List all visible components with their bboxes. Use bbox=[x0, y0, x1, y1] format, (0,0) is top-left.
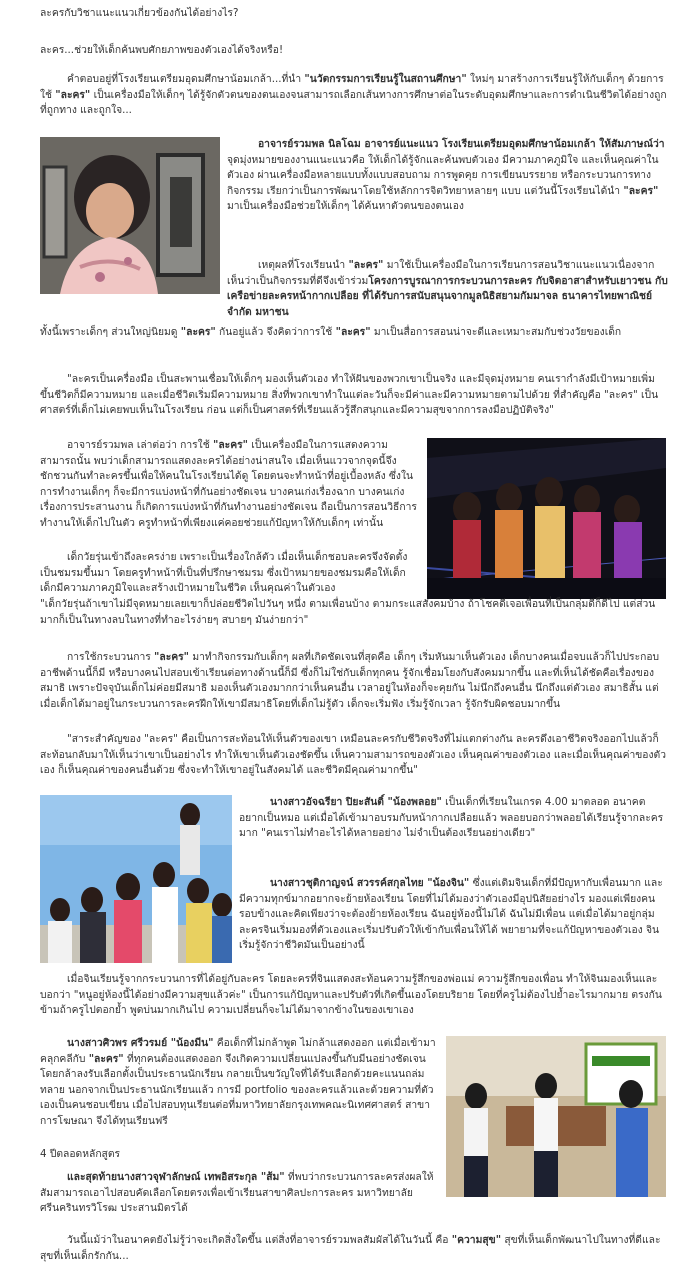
intro-text: เป็นเครื่องมือให้เด็กๆ ได้รู้จักตัวตนของตนเองจนสามารถเลือกเส้นทางการศึกษาต่อในระดับอุดมศึกษาและการดำเนินชีวิตได้อย่างถูกที่ถูกทาง และถูกใจ... bbox=[40, 88, 667, 116]
question-1: ละครกับวิชาแนะแนวเกี่ยวข้องกันได้อย่างไร? bbox=[40, 7, 239, 19]
classroom-students-photo bbox=[446, 1036, 666, 1197]
jin-paragraph bbox=[239, 876, 669, 954]
teacher-text: จุดมุ่งหมายของงานแนะแนวคือ ให้เด็กได้รู้จักและค้นพบตัวเอง มีความภาคภูมิใจ และเห็นคุณค่าในตัวเอง ผ่านเครื่องมือหลายแบบทั้งแบบสอบถาม การพูดคุย การเขียนบรรยาย หรือกระบวนการทางกิจกรรม เรียกว่าเป็นการพัฒนาโดยใช้หลักการจิตวิทยาหลายๆ แบบ แต่วันนี้โรงเรียนได้นำ bbox=[227, 153, 659, 197]
intro-paragraph bbox=[40, 72, 668, 119]
student-name-ploy: นางสาวอัจฉรียา ปิยะสันติ์ "น้องพลอย" bbox=[270, 796, 442, 808]
drama-performance-photo bbox=[427, 438, 666, 599]
express-paragraph bbox=[40, 438, 420, 531]
teacher-name: อาจารย์รวมพล นิลโฉม อาจารย์แนะแนว โรงเรียนเตรียมอุดมศึกษาน้อมเกล้า ให้สัมภาษณ์ว่า bbox=[258, 138, 665, 150]
reason-text: มาใช้เป็นเครื่องมือในการเรียนการสอนวิชาแนะแนวเนื่องจากเห็นว่าเป็นกิจกรรมที่ดีจึงเข้าร่วม bbox=[227, 259, 655, 287]
intro-text: คำตอบอยู่ที่โรงเรียนเตรียมอุดมศึกษาน้อมเกล้า...ที่นำ bbox=[67, 73, 305, 85]
innovation-term: "นวัตกรรมการเรียนรู้ในสถานศึกษา" bbox=[304, 73, 467, 85]
teen-paragraph: เด็กวัยรุ่นเข้าถึงละครง่าย เพราะเป็นเรื่องใกล้ตัว เมื่อเห็นเด็กชอบละครจึงจัดตั้งเป็นชมรมขึ้นมา โดยครูทำหน้าที่เป็นที่ปรึกษาชมรม ซึ่งเป้าหมายของชมรมคือให้เด็กเด็กมีความภาคภูมิใจและสร้างเป้าหมายในชีวิต เห็นคุณค่าในตัวเอง bbox=[40, 551, 408, 594]
drama-term: "ละคร" bbox=[623, 184, 659, 197]
som-text: ที่พบว่ากระบวนการละครส่งผลให้สัมสามารถเอาไปสอบคัดเลือกโดยตรงเพื่อเข้าเรียนสาขาศิลปะการละคร มหาวิทยาลัยศรีนครินทรวิโรฒ ประสานมิตรได้ bbox=[40, 1171, 434, 1214]
reason-text: กันอยู่แล้ว จึงคิดว่าการใช้ bbox=[215, 326, 336, 338]
teacher-portrait-photo bbox=[40, 137, 220, 294]
quote-paragraph-1: "ละครเป็นเครื่องมือ เป็นสะพานเชื่อมให้เด็กๆ มองเห็นตัวเอง ทำให้ฝันของพวกเขาเป็นจริง และมีจุดมุ่งหมาย คนเรากำลังมีเป้าหมายเพิ่มขึ้นชีวิตก็มีความหมาย และเมื่อชีวิตเริ่มมีความหมาย สิ่งที่พวกเขาทำในแต่ละวันก็จะมีค่าและมีความหมายตามไปด้วย ที่สำคัญคือ "ละคร" เป็นศาสตร์ที่เด็กไม่เคยพบเห็นในโรงเรียน ก่อน แต่ก็เป็นศาสตร์ที่เรียนแล้วรู้สึกสนุกและมีความสุขจากการลงมือปฏิบัติจริง" bbox=[40, 373, 659, 416]
ploy-text: เป็นเด็กที่เรียนในเกรด 4.00 มาตลอด อนาคตอยากเป็นหมอ แต่เมื่อได้เข้ามาอบรมกับหน้ากากเปลือยแล้ว พลอยบอกว่าพลอยได้เรียนรู้จากละครมาก "คนเราไม่ทำอะไรได้หลายอย่าง ไม่จำเป็นต้องเรียนอย่างเดียว" bbox=[239, 796, 664, 839]
drama-term: "ละคร" bbox=[212, 439, 248, 451]
closing-paragraph bbox=[40, 1233, 668, 1264]
express-text: อาจารย์รวมพล เล่าต่อว่า การใช้ bbox=[67, 439, 213, 451]
drama-term: "ละคร" bbox=[154, 651, 190, 663]
jin-paragraph-2: เมื่อจินเรียนรู้จากกระบวนการที่ได้อยู่กับละคร โดยละครที่จินแสดงสะท้อนความรู้สึกของพ่อแม่ ความรู้สึกของเพื่อน ทำให้จินมองเห็นและบอกว่า "หนูอยู่ห้องนี้ได้อย่างมีความสุขแล้วค่ะ" เป็นการแก้ปัญหาและปรับตัวที่เกิดขึ้นเองโดยบริยาย โดยที่ครูไม่ต้องไปย้ำอะไรมากมาย ตรงกันข้ามถ้าครูไปตอกย้ำ พูดบ่นมากเกินไป ความเปลี่ยนก็จะไม่ได้มาจากข้างในของเขาเอง bbox=[40, 973, 662, 1016]
drama-term: "ละคร" bbox=[88, 1052, 124, 1065]
student-name-jin: นางสาวชุติกาญจน์ สวรรค์สกุลไทย "น้องจิน" bbox=[270, 877, 470, 889]
express-text: เป็นเครื่องมือในการแสดงความสามารถนั้น พบว่าเด็กสามารถแสดงละครได้อย่างน่าสนใจ เมื่อเห็นแววจากจุดนี้จึงชักชวนกันทำละครขึ้นเพื่อให้คนในโรงเรียนได้ดู โดยตนจะทำหน้าที่อยู่เบื้องหลัง ซึ่งในการทำงานเด็กๆ ก็จะมีการแบ่งหน้าที่กันอย่างชัดเจน บางคนเก่งเรื่องฉาก บางคนเก่งเรื่องการประสานงาน ก็เกิดการแบ่งหน้าที่กันทำงานอย่างชัดเจน ถือเป็นการสอนวิธีการทำงานให้เด็กไปในตัว ครูทำหน้าที่เพียงแค่คอยช่วยแก้ปัญหาให้กับเด็กๆ เท่านั้น bbox=[40, 439, 417, 529]
teacher-text: มาเป็นเครื่องมือช่วยให้เด็กๆ ได้ค้นหาตัวตนของตนเอง bbox=[227, 200, 464, 212]
closing-text: วันนี้แม้ว่าในอนาคตยังไม่รู้ว่าจะเกิดสิ่งใดขึ้น แต่สิ่งที่อาจารย์รวมพลสัมผัสได้ในวันนี้ คือ bbox=[67, 1234, 452, 1246]
intro-text: ใหม่ๆ มาสร้างการเรียนรู้ให้กับเด็กๆ ด้วยการใช้ bbox=[40, 73, 664, 101]
quote-paragraph-2: "สาระสำคัญของ "ละคร" คือเป็นการสะท้อนให้เห็นตัวของเขา เหมือนละครกับชีวิตจริงที่ไม่แตกต่างกัน ละครดึงเอาชีวิตจริงออกไปแล้วก็สะท้อนกลับมาให้เห็นว่าเขาเป็นอย่างไร ทำให้เขาเห็นตัวเองชัดขึ้น เห็นความสามารถของตัวเอง เห็นคุณค่าของตัวเอง และเมื่อเห็นคุณค่าของตัวเอง ก็เห็นคุณค่าของคนอื่นด้วย ซึ่งจะทำให้เขาอยู่ในสังคมได้ และชีวิตมีคุณค่ามากขึ้น" bbox=[40, 733, 666, 776]
students-group-photo bbox=[40, 795, 232, 963]
reason-text: เหตุผลที่โรงเรียนนำ bbox=[258, 259, 349, 271]
happiness-term: "ความสุข" bbox=[451, 1234, 502, 1246]
ploy-paragraph bbox=[239, 795, 669, 842]
reason-paragraph bbox=[227, 258, 669, 320]
mim-text: คือเด็กที่ไม่กล้าพูด ไม่กล้าแสดงออก แต่เมื่อเข้ามาคลุกคลีกับ bbox=[40, 1037, 436, 1065]
jin-text: ซึ่งแต่เดิมจินเด็กที่มีปัญหากับเพื่อนมาก และมีความทุกข์มากอยากจะย้ายห้องเรียน โดยที่ไม่ได้มองว่าตัวเองมีอุปนิสัยอย่างไร มองแต่เพียงคนรอบข้างและคิดเพียงว่าจะต้องย้ายห้องเรียน ฉันอยู่ห้องนี้ไม่ได้ ฉันไม่มีเพื่อน แต่เมื่อได้มาอยู่กลุ่มละครจินเริ่มมองที่ตัวเองและเริ่มปรับตัวให้เข้ากับเพื่อนให้ได้ พยายามที่จะแก้ปัญหาของตัวเอง จินเริ่มรู้จักว่าชีวิตมันเป็นอย่างนี้ bbox=[239, 877, 663, 951]
mim-text: ที่ทุกคนต้องแสดงออก จึงเกิดความเปลี่ยนแปลงขึ้นกับมีนอย่างชัดเจน โดยกล้าลงรับเลือกตั้งเป็นประธานนักเรียน กลายเป็นขวัญใจที่ได้รับเลือกด้วยคะแนนถล่มทลาย นอกจากเป็นประธานนักเรียนแล้ว การมี portfolio ของละครแล้วและด้วยความที่ตัวเองเป็นคนชอบเขียน เมื่อไปสอบทุนเรียนต่อที่มหาวิทยาลัยกรุงเทพคณะนิเทศศาสตร์ สาขาการโฆษณา จึงได้ทุนเรียนฟรี bbox=[40, 1052, 434, 1127]
process-text: การใช้กระบวนการ bbox=[67, 651, 155, 663]
mim-paragraph bbox=[40, 1036, 440, 1129]
drama-term: "ละคร" bbox=[348, 259, 384, 271]
student-name-mim: นางสาวศิวพร ศรีวรมย์ "น้องมีน" bbox=[67, 1037, 214, 1049]
project-name: โครงการบูรณาการกระบวนการละคร กับจิตอาสาสำหรับเยาวชน กับเครือข่ายละครหน้ากากเปลือย ที่ได้รับการสนับสนุนจากมูลนิธิสยามกัมมาจล ธนาคารไทยพาณิชย์ จำกัด มหาชน bbox=[227, 274, 668, 318]
closing-text: สุขที่เห็นเด็กพัฒนาไปในทางที่ดีและสุขที่เห็นเด็กรักกัน... bbox=[40, 1234, 661, 1262]
mim-paragraph-end: 4 ปีตลอดหลักสูตร bbox=[40, 1148, 121, 1160]
drama-term: "ละคร" bbox=[335, 326, 371, 338]
reason-text: มาเป็นสื่อการสอนน่าจะดีและเหมาะสมกับช่วงวัยของเด็ก bbox=[370, 326, 622, 338]
reason-continued bbox=[40, 325, 668, 341]
teen-quote: "เด็กวัยรุ่นถ้าเขาไม่มีจุดหมายเลยเขาก็ปล่อยชีวิตไปวันๆ หนึ่ง ตามเพื่อนบ้าง ตามกระแสสังคมบ้าง ถ้าโชคดีเจอเพื่อนที่เป็นกลุ่มดีก็ดีไป แต่ส่วนมากก็เป็นในทางลบในทางที่ทำอะไรง่ายๆ สบายๆ มันง่ายกว่า" bbox=[40, 598, 656, 626]
drama-term: "ละคร" bbox=[180, 326, 216, 338]
student-name-som: และสุดท้ายนางสาวจุฬาลักษณ์ เทพอิสระกุล "ส้ม" bbox=[67, 1171, 285, 1183]
drama-term: "ละคร" bbox=[55, 88, 91, 101]
process-paragraph bbox=[40, 650, 668, 712]
process-text: มาทำกิจกรรมกับเด็กๆ ผลที่เกิดชัดเจนที่สุดคือ เด็กๆ เริ่มหันมาเห็นตัวเอง เด็กบางคนเมื่อจบแล้วก็ไปประกอบอาชีพด้านนี้ก็มี หรือบางคนไปสอบเข้าเรียนต่อทางด้านนี้ก็มี ซึ่งก็ไม่ใช่กับเด็กทุกคน รู้จักเชื่อมโยงกับสังคมมากขึ้น และที่เห็นได้ชัดคือเรื่องของสมาธิ เพราะปัจจุบันเด็กไม่ค่อยมีสมาธิ มองเห็นตัวเองมากกว่าเห็นคนอื่น เวลาอยู่ในห้องก็จะคุยกัน ไม่นึกถึงคนอื่น นึกถึงแต่ตัวเอง สมาธิสั้น แต่เมื่อเด็กได้มาอยู่ในกระบวนการละครฝึกให้เขามีสมาธิโดยที่เด็กไม่รู้ตัว เด็กจะเริ่มฟัง เริ่มรู้จักเวลา รู้จักรับผิดชอบมากขึ้น bbox=[40, 651, 660, 710]
reason-text: ทั้งนี้เพราะเด็กๆ ส่วนใหญ่นิยมดู bbox=[40, 326, 181, 338]
teacher-paragraph bbox=[227, 137, 669, 215]
question-2: ละคร...ช่วยให้เด็กค้นพบศักยภาพของตัวเองได้จริงหรือ! bbox=[40, 44, 284, 56]
som-paragraph bbox=[40, 1170, 440, 1217]
